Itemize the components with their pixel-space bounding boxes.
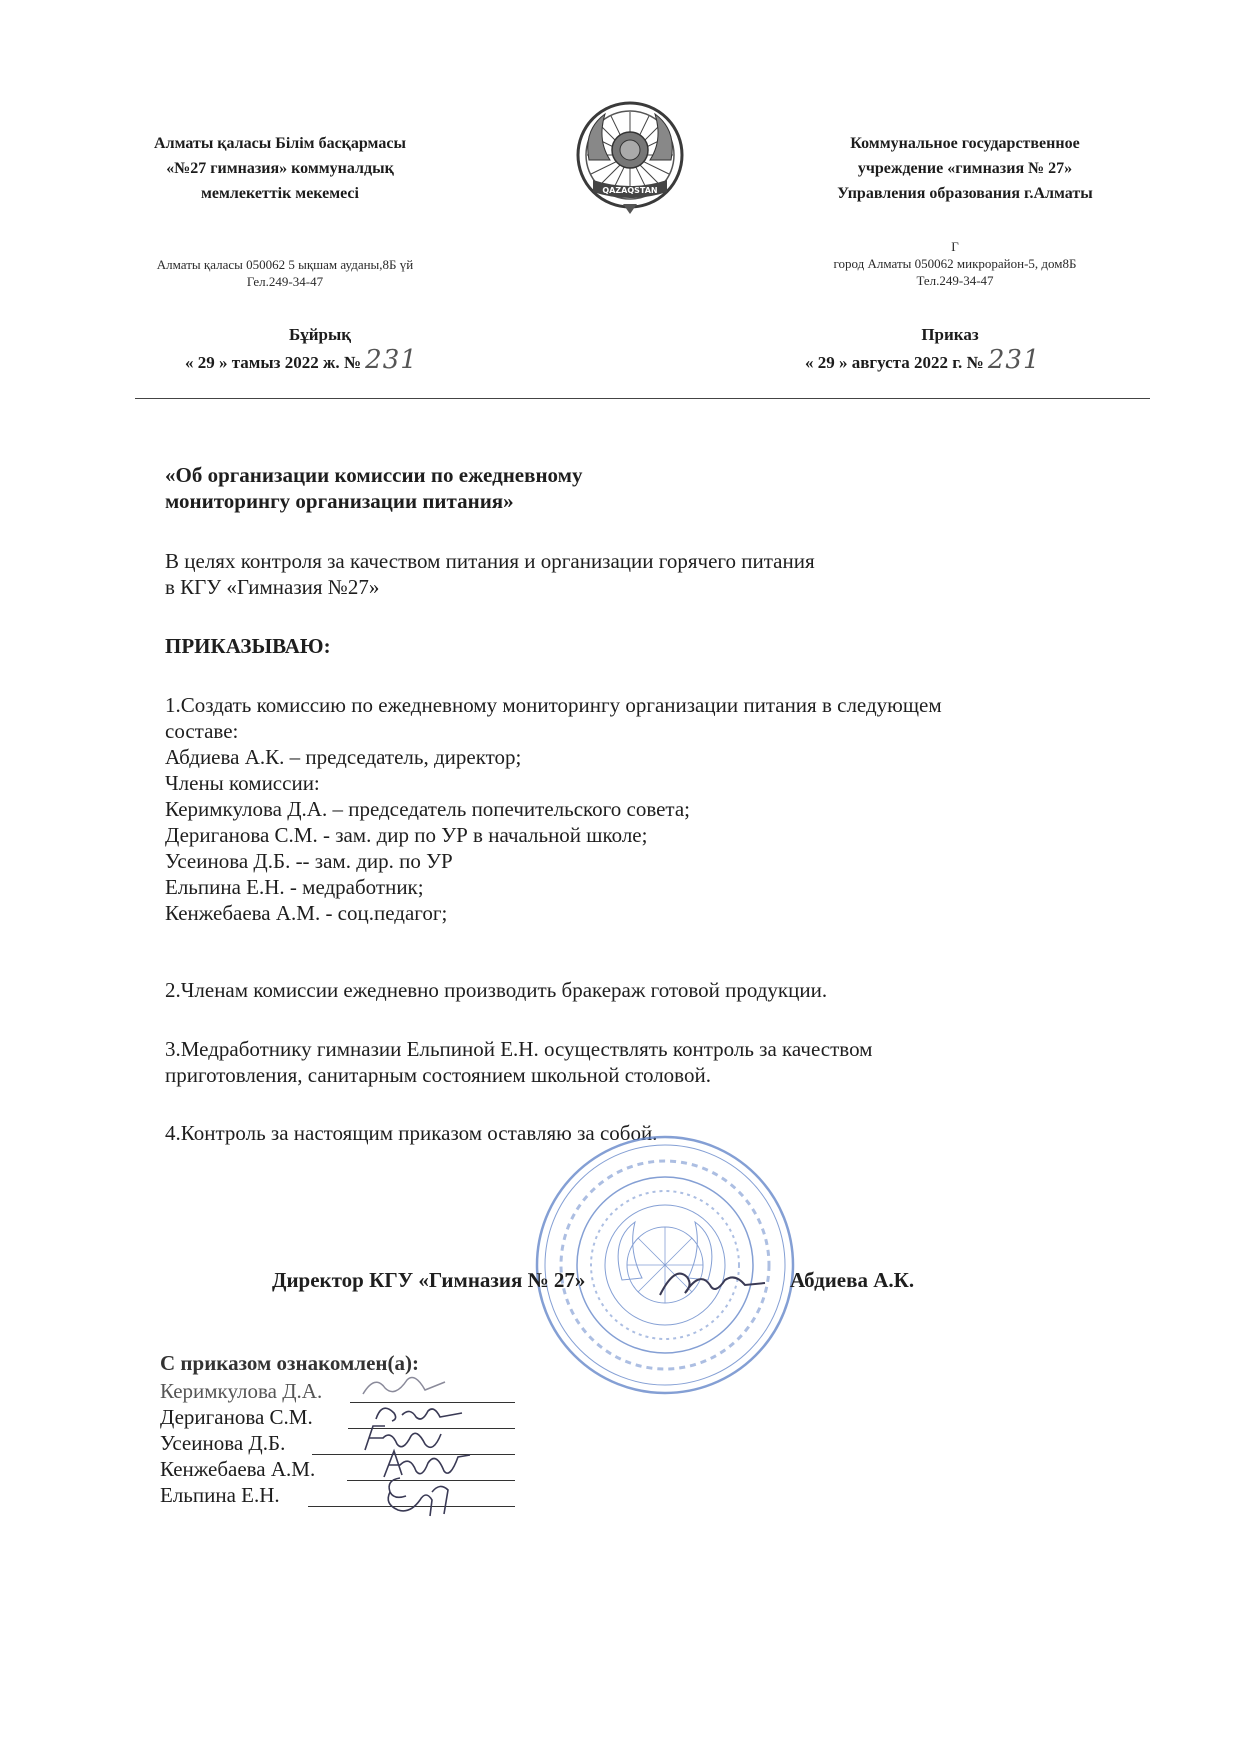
header-kz-line2: «№27 гимназия» коммуналдық xyxy=(166,160,394,177)
header-divider-left xyxy=(135,398,575,399)
intro-line2: в КГУ «Гимназия №27» xyxy=(165,575,380,599)
director-position: Директор КГУ «Гимназия № 27» xyxy=(272,1268,586,1292)
header-ru-line2: учреждение «гимназия № 27» xyxy=(857,160,1073,177)
ack-signature-5-icon xyxy=(380,1470,470,1518)
item3-line1: 3.Медработнику гимназии Ельпиной Е.Н. осуществлять контроль за качеством xyxy=(165,1037,873,1061)
acknowledgement-title: С приказом ознакомлен(а): xyxy=(160,1351,419,1375)
header-ru-addr2: Тел.249-34-47 xyxy=(916,273,994,288)
emblem-text: QAZAQSTAN xyxy=(602,186,658,195)
subject-line2: мониторингу организации питания» xyxy=(165,489,514,513)
header-ru-line3: Управления образования г.Алматы xyxy=(837,185,1093,202)
header-ru-addr-mark: Г xyxy=(951,239,959,254)
header-divider-center xyxy=(575,398,675,399)
member-3: Усеинова Д.Б. -- зам. дир. по УР xyxy=(165,849,453,873)
member-1: Керимкулова Д.А. – председатель попечительского совета; xyxy=(165,797,691,821)
ack-name-1: Керимкулова Д.А. xyxy=(160,1379,323,1403)
chair-line: Абдиева А.К. – председатель, директор; xyxy=(165,745,522,769)
director-signature xyxy=(655,1255,775,1305)
order-date-ru xyxy=(805,345,1041,375)
header-kz-address xyxy=(130,256,440,290)
ack-name-5: Ельпина Е.Н. xyxy=(160,1483,280,1507)
header-kz-addr2: Гел.249-34-47 xyxy=(246,274,324,289)
ack-signature-5 xyxy=(380,1470,470,1523)
item1-line1: 1.Создать комиссию по ежедневному мониторингу организации питания в следующем xyxy=(165,693,942,717)
ack-name-2: Дериганова С.М. xyxy=(160,1405,313,1429)
header-kz xyxy=(120,131,440,206)
header-ru-address xyxy=(780,238,1130,289)
document-subject xyxy=(165,462,582,514)
director-name: Абдиева А.К. xyxy=(790,1268,915,1292)
order-title-ru: Приказ xyxy=(921,325,979,344)
header-divider-right xyxy=(675,398,1150,399)
order-date-kz xyxy=(185,345,418,375)
item-3 xyxy=(165,1036,872,1088)
decree-heading: ПРИКАЗЫВАЮ: xyxy=(165,634,331,658)
director-signature-icon xyxy=(655,1255,775,1305)
member-5: Кенжебаева А.М. - соц.педагог; xyxy=(165,901,448,925)
header-ru-addr1: город Алматы 050062 микрорайон-5, дом8Б xyxy=(833,256,1077,271)
header-ru xyxy=(775,131,1155,206)
item-2: 2.Членам комиссии ежедневно производить бракераж готовой продукции. xyxy=(165,978,828,1002)
order-title-kz: Бұйрық xyxy=(288,325,352,344)
ack-name-3: Усеинова Д.Б. xyxy=(160,1431,286,1455)
order-date-ru-text: « 29 » августа 2022 г. № xyxy=(805,353,984,372)
ack-name-4: Кенжебаева А.М. xyxy=(160,1457,316,1481)
item-1 xyxy=(165,692,1165,926)
item-4: 4.Контроль за настоящим приказом оставляю за собой. xyxy=(165,1121,658,1145)
order-number-kz: 231 xyxy=(365,345,418,375)
intro-line1: В целях контроля за качеством питания и организации горячего питания xyxy=(165,549,815,573)
item1-line2: составе: xyxy=(165,719,239,743)
header-ru-line1: Коммунальное государственное xyxy=(850,135,1080,152)
member-4: Ельпина Е.Н. - медработник; xyxy=(165,875,424,899)
header-kz-line1: Алматы қаласы Білім басқармасы xyxy=(154,135,406,152)
members-title: Члены комиссии: xyxy=(165,771,320,795)
order-number-ru: 231 xyxy=(987,345,1041,375)
item3-line2: приготовления, санитарным состоянием школьной столовой. xyxy=(165,1063,711,1087)
subject-line1: «Об организации комиссии по ежедневному xyxy=(165,463,583,487)
header-kz-line3: мемлекеттік мекемесі xyxy=(201,185,359,202)
state-emblem-icon xyxy=(575,100,685,216)
member-2: Дериганова С.М. - зам. дир по УР в начальной школе; xyxy=(165,823,648,847)
state-emblem xyxy=(575,100,685,216)
header-kz-addr1: Алматы қаласы 050062 5 ықшам ауданы,8Б үй xyxy=(156,257,414,272)
order-date-kz-text: « 29 » тамыз 2022 ж. № xyxy=(185,353,361,372)
document-intro xyxy=(165,548,815,600)
